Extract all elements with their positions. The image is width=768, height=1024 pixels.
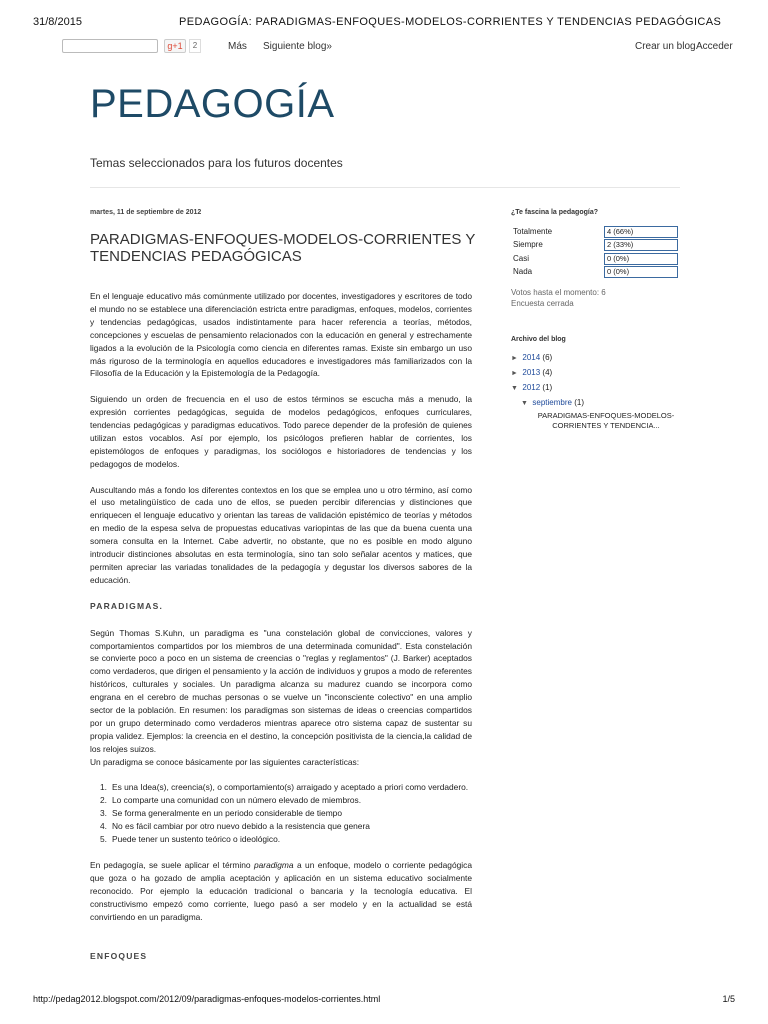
- header-divider: [90, 187, 680, 188]
- google-plus-count: 2: [189, 39, 201, 53]
- expand-triangle-icon[interactable]: ►: [511, 369, 518, 377]
- post-paragraph: Siguiendo un orden de frecuencia en el uso de estos términos se escucha más a menudo, la expresión corrientes pedagógicas, seguida de modelos pedagógicos, enfoques curriculares, tendencias pedagógicas y paradigmas educativos. Todo parece depender de la profesión de quienes utilizan estos vocablos. Así por ejemplo, los psicólogos prefieren hablar de corrientes, los epistemólogos de enfoques y paradigmas, los sociólogos e historiadores de tendencias y los pedagogos de modelos.: [90, 394, 472, 469]
- poll-result-box: 4 (66%): [604, 226, 678, 238]
- post-paragraph: En el lenguaje educativo más comúnmente utilizado por docentes, investigadores y escritores de todo el mundo no se establece una diferenciación estricta entre paradigmas, enfoques, modelos, corrientes y tendencias pedagógicas, usados indistintamente para hacer referencia a teorías, métodos, concepciones y escuelas de pensamiento relacionados con la educación en general y estrechamente ligados a la evolución de la Psicología como ciencia en diferentes ramas. Existe sin embargo un uso más riguroso de la terminología en aquellos educadores e investigadores más familiarizados con la Filosofía de la Educación y la Epistemología de la Pedagogía.: [90, 291, 472, 379]
- create-blog-link[interactable]: Crear un blog: [635, 41, 696, 52]
- poll-result-box: 0 (0%): [604, 266, 678, 278]
- list-item: 1. Es una Idea(s), creencia(s), o comportamiento(s) arraigado y aceptado a priori como verdadero.: [100, 782, 469, 793]
- page-url: http://pedag2012.blogspot.com/2012/09/paradigmas-enfoques-modelos-corrientes.html: [33, 994, 381, 1004]
- poll-result-box: 0 (0%): [604, 253, 678, 265]
- search-input[interactable]: [62, 39, 158, 53]
- poll-result-box: 2 (33%): [604, 239, 678, 251]
- blog-description: Temas seleccionados para los futuros docentes: [90, 156, 343, 170]
- archive-year-2014[interactable]: ► 2014 (6): [511, 352, 553, 362]
- more-link[interactable]: Más: [228, 41, 247, 52]
- archive-month-septiembre[interactable]: ▼ septiembre (1): [521, 397, 584, 407]
- post-paragraph: Un paradigma se conoce básicamente por las siguientes características:: [90, 756, 360, 767]
- login-link[interactable]: Acceder: [696, 41, 733, 52]
- google-plus-button[interactable]: g+1: [164, 39, 186, 53]
- archive-widget: [511, 336, 686, 431]
- poll-option: Casi 0 (0%): [511, 253, 686, 266]
- post-paragraph: En pedagogía, se suele aplicar el término paradigma a un enfoque, modelo o corriente pedagógica que goza o ha gozado de amplia aceptación y aplicación en un sistema educativo socialmente reconocido. Por ejemplo la educación tradicional o bancaria y la tecnología educativa. El constructivismo empezó como corriente, luego pasó a ser modelo y en la actualidad se está convirtiendo en un paradigma.: [90, 859, 472, 922]
- list-item: 5. Puede tener un sustento teórico o ideológico.: [100, 834, 281, 845]
- poll-footer: Votos hasta el momento: 6 Encuesta cerrada: [511, 287, 606, 308]
- list-item: 3. Se forma generalmente en un periodo considerable de tiempo: [100, 808, 342, 819]
- poll-option: Nada 0 (0%): [511, 266, 686, 279]
- post-paragraph: Según Thomas S.Kuhn, un paradigma es "una constelación global de convicciones, valores y comportamientos compartidos por los miembros de una determinada comunidad". Esta constelación se convierte poco a poco en un sistema de creencias o "reglas y reglamentos" (J. Barker) aceptados como verdaderos, que dirigen el pensamiento y la acción de individuos y grupos a modo de referentes históricos, culturales y sociales. Un paradigma alcanza su madurez cuando se incorpora como engrana en el cerebro de muchas personas o se vuelve un "inconsciente colectivo" en una amplio sector de la población. En resumen: los paradigmas son sistemas de ideas o creencias compartidos por un grupo determinado como verdaderos mientras aparece otro sistema capaz de sustentar su propia validez. Ejemplos: la creencia en el destino, la concepción positivista de la ciencia,la calidad de los relojes suizos.: [90, 627, 472, 754]
- collapse-triangle-icon[interactable]: ▼: [511, 384, 518, 392]
- archive-year-2012[interactable]: ▼ 2012 (1): [511, 382, 553, 392]
- post-body: [90, 290, 472, 977]
- blog-title[interactable]: PEDAGOGÍA: [90, 82, 335, 126]
- list-item: 4. No es fácil cambiar por otro nuevo debido a la resistencia que genera: [100, 821, 370, 832]
- page-number: 1/5: [722, 994, 735, 1004]
- blogger-navbar: [60, 38, 734, 56]
- section-heading-enfoques: ENFOQUES: [90, 951, 148, 962]
- poll-option: Siempre 2 (33%): [511, 239, 686, 252]
- archive-post-link[interactable]: PARADIGMAS-ENFOQUES-MODELOS-CORRIENTES Y TENDENCIA...: [537, 410, 675, 430]
- poll-title: ¿Te fascina la pedagogía?: [511, 209, 599, 216]
- section-heading-paradigmas: PARADIGMAS.: [90, 600, 164, 611]
- archive-year-2013[interactable]: ► 2013 (4): [511, 367, 553, 377]
- print-date: 31/8/2015: [33, 16, 82, 28]
- characteristics-list: [100, 781, 472, 846]
- print-title: PEDAGOGÍA: PARADIGMAS-ENFOQUES-MODELOS-CORRIENTES Y TENDENCIAS PEDAGÓGICAS: [179, 16, 722, 28]
- post-paragraph: Auscultando más a fondo los diferentes contextos en los que se emplea uno u otro término, así como el uso metalingüístico de cada uno de ellos, se pueden percibir diferencias y distinciones que enriquecen el lenguaje educativo y orientan las tareas de validación epistémico de teorías y métodos en medio de la espesa selva de propuestas educativas variopintas de las que da buena cuenta una somera consulta en la Internet. Cabe advertir, no obstante, que no es posible en modo alguno introducir distinciones absolutas en esta terminología, sino tan solo señalar acentos y matices, que permiten apreciar las variadas tonalidades de la pedagogía y degustar los diversos sabores de la educación.: [90, 484, 472, 585]
- collapse-triangle-icon[interactable]: ▼: [521, 399, 528, 407]
- poll-option: Totalmente 4 (66%): [511, 226, 686, 239]
- post-date: martes, 11 de septiembre de 2012: [90, 209, 202, 216]
- next-blog-link[interactable]: Siguiente blog»: [263, 41, 332, 52]
- sidebar: [511, 209, 686, 431]
- archive-title: Archivo del blog: [511, 335, 566, 343]
- poll-widget: [511, 209, 686, 309]
- expand-triangle-icon[interactable]: ►: [511, 354, 518, 362]
- post-title[interactable]: PARADIGMAS-ENFOQUES-MODELOS-CORRIENTES Y TENDENCIAS PEDAGÓGICAS: [90, 231, 476, 265]
- list-item: 2. Lo comparte una comunidad con un número elevado de miembros.: [100, 795, 362, 806]
